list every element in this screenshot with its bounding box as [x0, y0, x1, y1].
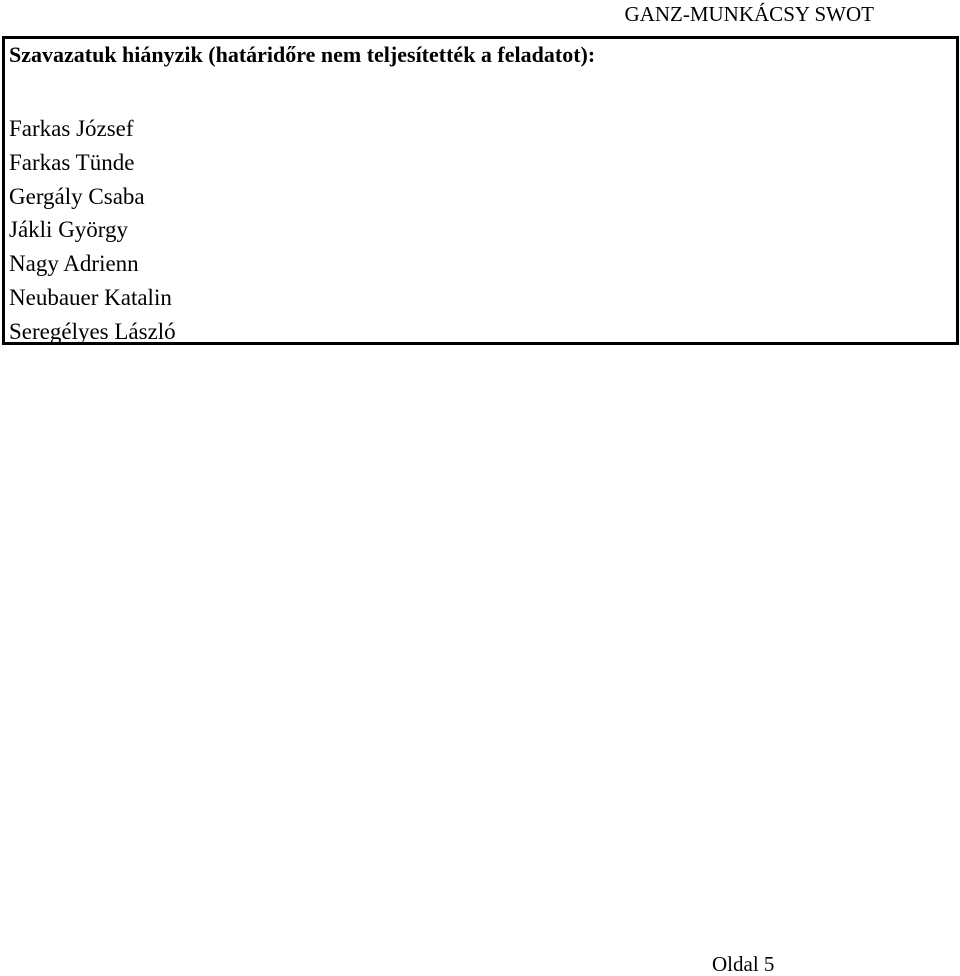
missing-votes-name-list	[9, 112, 176, 349]
name-list-item: Farkas József	[9, 116, 134, 141]
name-list-item: Gergály Csaba	[9, 183, 145, 209]
name-list-item: Nagy Adrienn	[9, 251, 139, 277]
name-list-item: Neubauer Katalin	[9, 284, 172, 310]
missing-votes-box	[2, 36, 959, 345]
name-list-item: Jákli György	[9, 217, 129, 243]
name-list-item: Seregélyes László	[9, 318, 176, 344]
name-list-item: Farkas Tünde	[9, 149, 135, 175]
page-number: Oldal 5	[712, 952, 775, 976]
missing-votes-heading: Szavazatuk hiányzik (határidőre nem teljesítették a feladatot):	[9, 42, 596, 67]
page-header-title: GANZ-MUNKÁCSY SWOT	[624, 2, 874, 26]
